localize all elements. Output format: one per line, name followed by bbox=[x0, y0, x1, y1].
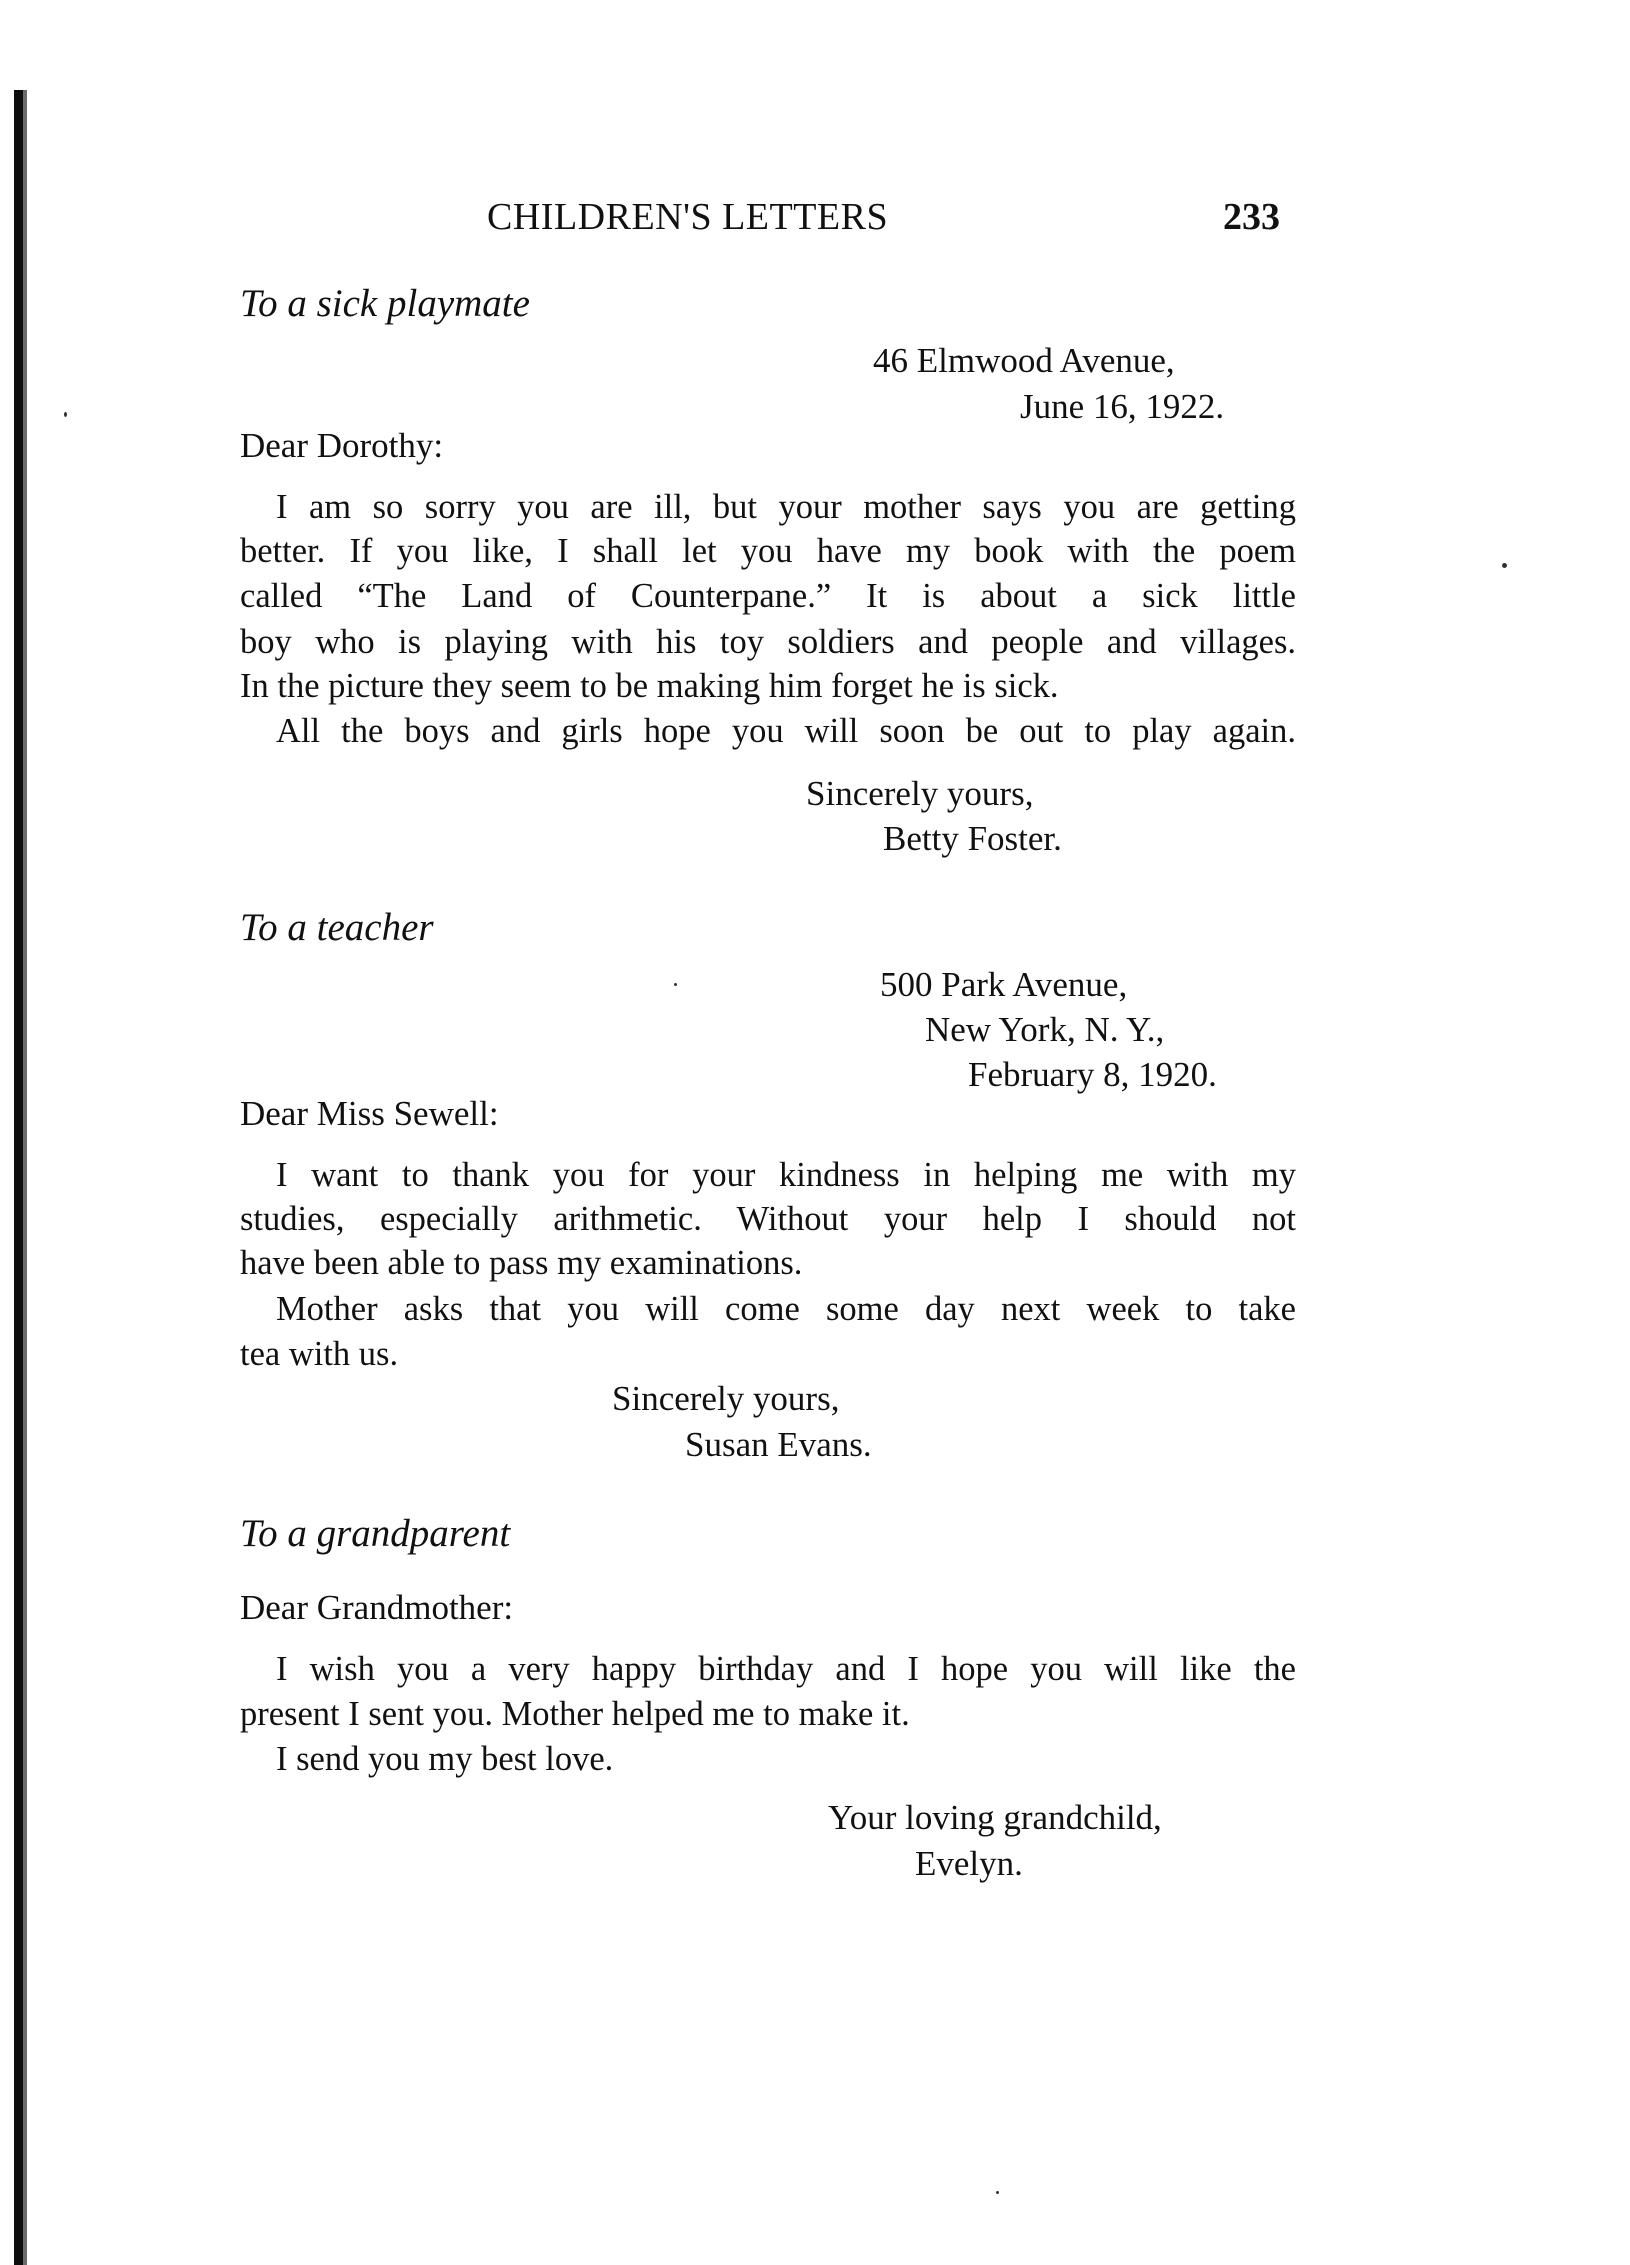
running-title: CHILDREN'S LETTERS bbox=[487, 196, 889, 238]
signature: Betty Foster. bbox=[883, 819, 1062, 858]
address-line: New York, N. Y., bbox=[925, 1010, 1165, 1049]
body-line: Mother asks that you will come some day next week to take bbox=[276, 1290, 1296, 1328]
body-line: tea with us. bbox=[240, 1335, 399, 1373]
address-date: February 8, 1920. bbox=[968, 1055, 1217, 1094]
body-line: present I sent you. Mother helped me to make it. bbox=[240, 1695, 910, 1733]
body-line: I am so sorry you are ill, but your mother says you are getting bbox=[276, 488, 1296, 526]
page-binding-edge bbox=[14, 90, 23, 2265]
salutation: Dear Dorothy: bbox=[240, 426, 444, 465]
page-number: 233 bbox=[1223, 196, 1280, 238]
letter-heading: To a grandparent bbox=[240, 1512, 511, 1555]
body-line: better. If you like, I shall let you have my book with the poem bbox=[240, 532, 1296, 570]
body-line: In the picture they seem to be making him forget he is sick. bbox=[240, 667, 1059, 705]
body-line: I send you my best love. bbox=[276, 1740, 614, 1778]
letter-heading: To a sick playmate bbox=[240, 282, 530, 325]
body-line: have been able to pass my examinations. bbox=[240, 1244, 803, 1282]
closing: Sincerely yours, bbox=[806, 774, 1034, 813]
letter-heading: To a teacher bbox=[240, 906, 434, 949]
address-date: June 16, 1922. bbox=[1020, 387, 1225, 426]
salutation: Dear Grandmother: bbox=[240, 1588, 514, 1627]
print-speck bbox=[64, 412, 67, 417]
body-line: I wish you a very happy birthday and I hope you will like the bbox=[276, 1650, 1296, 1688]
body-line: boy who is playing with his toy soldiers and people and villages. bbox=[240, 623, 1296, 661]
print-speck bbox=[674, 983, 677, 986]
address-line: 46 Elmwood Avenue, bbox=[873, 341, 1175, 380]
closing: Your loving grandchild, bbox=[828, 1798, 1162, 1837]
signature: Evelyn. bbox=[915, 1844, 1023, 1883]
print-speck bbox=[1502, 563, 1507, 568]
page-binding-shadow bbox=[23, 90, 27, 2265]
address-line: 500 Park Avenue, bbox=[880, 965, 1128, 1004]
body-line: All the boys and girls hope you will soon be out to play again. bbox=[276, 712, 1296, 750]
body-line: called “The Land of Counterpane.” It is about a sick little bbox=[240, 577, 1296, 615]
body-line: studies, especially arithmetic. Without your help I should not bbox=[240, 1200, 1296, 1238]
signature: Susan Evans. bbox=[685, 1425, 872, 1464]
print-speck bbox=[996, 2191, 999, 2194]
body-line: I want to thank you for your kindness in helping me with my bbox=[276, 1156, 1296, 1194]
salutation: Dear Miss Sewell: bbox=[240, 1094, 499, 1133]
closing: Sincerely yours, bbox=[612, 1379, 840, 1418]
